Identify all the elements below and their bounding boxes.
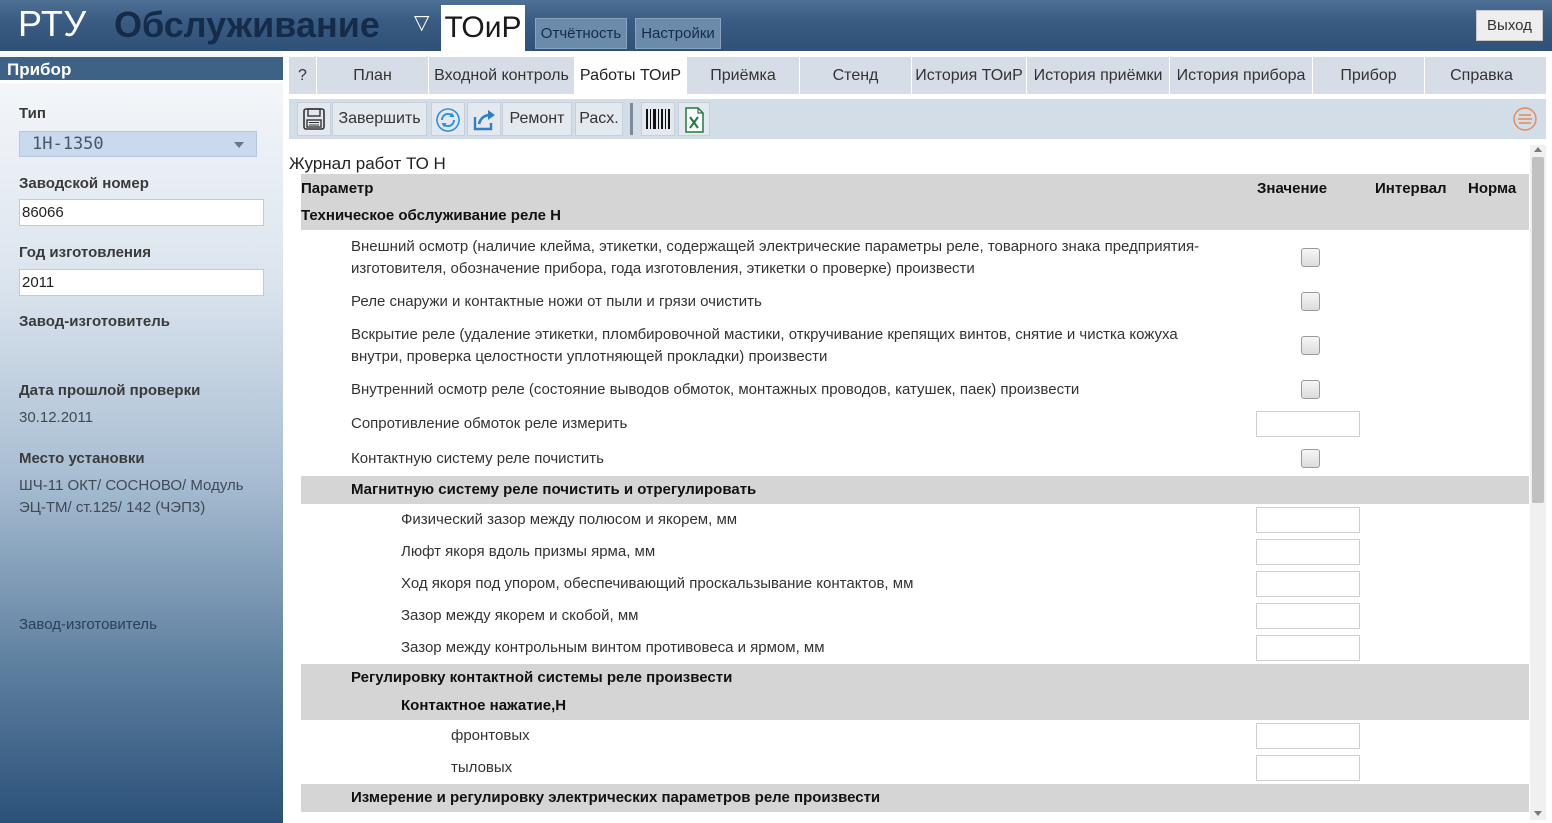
- scroll-thumb[interactable]: [1532, 157, 1544, 503]
- scroll-up-icon[interactable]: [1534, 147, 1542, 152]
- tab-toir-works[interactable]: Работы ТОиР: [575, 57, 687, 94]
- table-row: [301, 536, 1529, 568]
- value-input[interactable]: [1256, 539, 1360, 565]
- table-header: [301, 174, 1529, 202]
- value-input[interactable]: [1256, 635, 1360, 661]
- tab-acceptance[interactable]: Приёмка: [687, 57, 800, 94]
- value-input[interactable]: [1256, 411, 1360, 437]
- menu-icon: [1512, 106, 1538, 132]
- last-check-value: 30.12.2011: [19, 409, 93, 426]
- row-label: Вскрытие реле (удаление этикетки, пломбировочной мастики, откручивание крепящих винтов, снятие и чистка кожуха внутри, проверка целостности уплотняющей прокладки) произвести: [351, 326, 1178, 365]
- table-row: [301, 752, 1529, 784]
- table-row: [301, 230, 1529, 285]
- column-value: Значение: [1257, 180, 1328, 197]
- tab-acceptance-history[interactable]: История приёмки: [1027, 57, 1170, 94]
- column-norm: Норма: [1468, 180, 1517, 197]
- tab-device-history[interactable]: История прибора: [1170, 57, 1313, 94]
- section-row: [301, 202, 1529, 230]
- value-checkbox[interactable]: [1301, 380, 1320, 399]
- column-interval: Интервал: [1375, 180, 1447, 197]
- column-param: Параметр: [301, 180, 374, 197]
- settings-button[interactable]: Настройки: [635, 18, 721, 49]
- share-button[interactable]: [467, 102, 501, 136]
- consumption-button[interactable]: Расх.: [575, 102, 623, 136]
- value-checkbox[interactable]: [1301, 449, 1320, 468]
- row-label: фронтовых: [451, 727, 530, 744]
- exit-button[interactable]: Выход: [1476, 10, 1543, 41]
- share-icon: [471, 107, 497, 133]
- refresh-button[interactable]: [431, 102, 465, 136]
- table-row: [301, 720, 1529, 752]
- row-label: Внешний осмотр (наличие клейма, этикетки, содержащей электрические параметры реле, товарного знака предприятия-изготовителя, обозначение прибора, года изготовления, этикетки о проверке) произвести: [351, 238, 1200, 277]
- app-tab-toir[interactable]: ТОиР: [441, 5, 525, 51]
- row-label: Техническое обслуживание реле Н: [301, 207, 561, 224]
- menu-button[interactable]: [1512, 106, 1538, 132]
- row-label: Внутренний осмотр реле (состояние выводов обмоток, монтажных проводов, катушек, паек) произвести: [351, 381, 1080, 398]
- toolbar-separator: [630, 103, 633, 135]
- reports-button[interactable]: Отчётность: [535, 18, 627, 49]
- section-row: [301, 692, 1529, 720]
- location-value: ШЧ-11 ОКТ/ СОСНОВО/ Модуль ЭЦ-ТМ/ ст.125/ 142 (ЧЭП3): [19, 477, 244, 516]
- table-row: [301, 600, 1529, 632]
- tab-help[interactable]: ?: [289, 57, 317, 94]
- brand-logo: РТУ: [18, 3, 87, 44]
- tab-plan[interactable]: План: [317, 57, 429, 94]
- chevron-down-icon: [234, 142, 244, 148]
- barcode-button[interactable]: [641, 102, 675, 136]
- header-bar: [0, 0, 1552, 51]
- serial-label: Заводской номер: [19, 175, 149, 192]
- toolbar: [289, 99, 1546, 139]
- row-label: Сопротивление обмоток реле измерить: [351, 415, 628, 432]
- year-field[interactable]: 2011: [19, 269, 264, 296]
- table-row: [301, 318, 1529, 373]
- table-row: [301, 285, 1529, 318]
- module-dropdown-icon[interactable]: ▽: [414, 12, 430, 34]
- tab-toir-history[interactable]: История ТОиР: [912, 57, 1027, 94]
- table-row: [301, 632, 1529, 664]
- save-button[interactable]: [297, 102, 331, 136]
- refresh-icon: [435, 107, 461, 133]
- row-label: Контактное нажатие,Н: [401, 697, 567, 714]
- row-label: Зазор между якорем и скобой, мм: [401, 607, 639, 624]
- table-row: [301, 406, 1529, 441]
- device-sidebar: [0, 51, 283, 823]
- journal-panel: [289, 145, 1529, 823]
- value-input[interactable]: [1256, 755, 1360, 781]
- excel-icon: [683, 107, 705, 133]
- row-label: Физический зазор между полюсом и якорем, мм: [401, 511, 738, 528]
- table-row: [301, 373, 1529, 406]
- tab-device[interactable]: Прибор: [1313, 57, 1425, 94]
- finish-button[interactable]: Завершить: [332, 102, 427, 136]
- tab-reference[interactable]: Справка: [1450, 67, 1513, 84]
- repair-button[interactable]: Ремонт: [502, 102, 572, 136]
- row-label: Реле снаружи и контактные ножи от пыли и грязи очистить: [351, 293, 762, 310]
- serial-number-field[interactable]: 86066: [19, 199, 264, 226]
- row-label: Ход якоря под упором, обеспечивающий проскальзывание контактов, мм: [401, 575, 914, 592]
- value-input[interactable]: [1256, 571, 1360, 597]
- value-checkbox[interactable]: [1301, 248, 1320, 267]
- row-label: Контактную систему реле почистить: [351, 450, 604, 467]
- row-label: Регулировку контактной системы реле произвести: [351, 669, 733, 686]
- excel-export-button[interactable]: [678, 102, 710, 136]
- save-icon: [302, 107, 326, 131]
- value-checkbox[interactable]: [1301, 336, 1320, 355]
- section-row: [301, 784, 1529, 812]
- last-check-label: Дата прошлой проверки: [19, 382, 201, 399]
- tab-bar: [289, 57, 1546, 94]
- table-row: [301, 568, 1529, 600]
- content-scrollbar[interactable]: [1530, 145, 1546, 820]
- journal-title: Журнал работ ТО Н: [289, 154, 446, 173]
- value-checkbox[interactable]: [1301, 292, 1320, 311]
- year-label: Год изготовления: [19, 244, 151, 261]
- value-input[interactable]: [1256, 723, 1360, 749]
- module-title: Обслуживание: [114, 4, 380, 45]
- value-input[interactable]: [1256, 603, 1360, 629]
- row-label: тыловых: [451, 759, 513, 776]
- tab-stand[interactable]: Стенд: [800, 57, 912, 94]
- row-label: Люфт якоря вдоль призмы ярма, мм: [401, 543, 656, 560]
- value-input[interactable]: [1256, 507, 1360, 533]
- section-row: [301, 664, 1529, 692]
- table-row: [301, 504, 1529, 536]
- manufacturer-label-2: Завод-изготовитель: [19, 616, 157, 633]
- type-label: Тип: [19, 105, 46, 122]
- row-label: Магнитную систему реле почистить и отрегулировать: [351, 481, 757, 498]
- manufacturer-label: Завод-изготовитель: [19, 313, 170, 330]
- scroll-down-icon[interactable]: [1534, 811, 1542, 816]
- type-select[interactable]: [19, 131, 257, 157]
- type-select-value: 1Н-1350: [32, 134, 104, 154]
- table-row: [301, 441, 1529, 476]
- sidebar-title: Прибор: [0, 57, 283, 83]
- location-label: Место установки: [19, 450, 145, 467]
- barcode-icon: [645, 107, 671, 131]
- row-label: Измерение и регулировку электрических параметров реле произвести: [351, 789, 881, 806]
- tab-incoming-control[interactable]: Входной контроль: [429, 57, 575, 94]
- section-row: [301, 476, 1529, 504]
- row-label: Зазор между контрольным винтом противовеса и ярмом, мм: [401, 639, 825, 656]
